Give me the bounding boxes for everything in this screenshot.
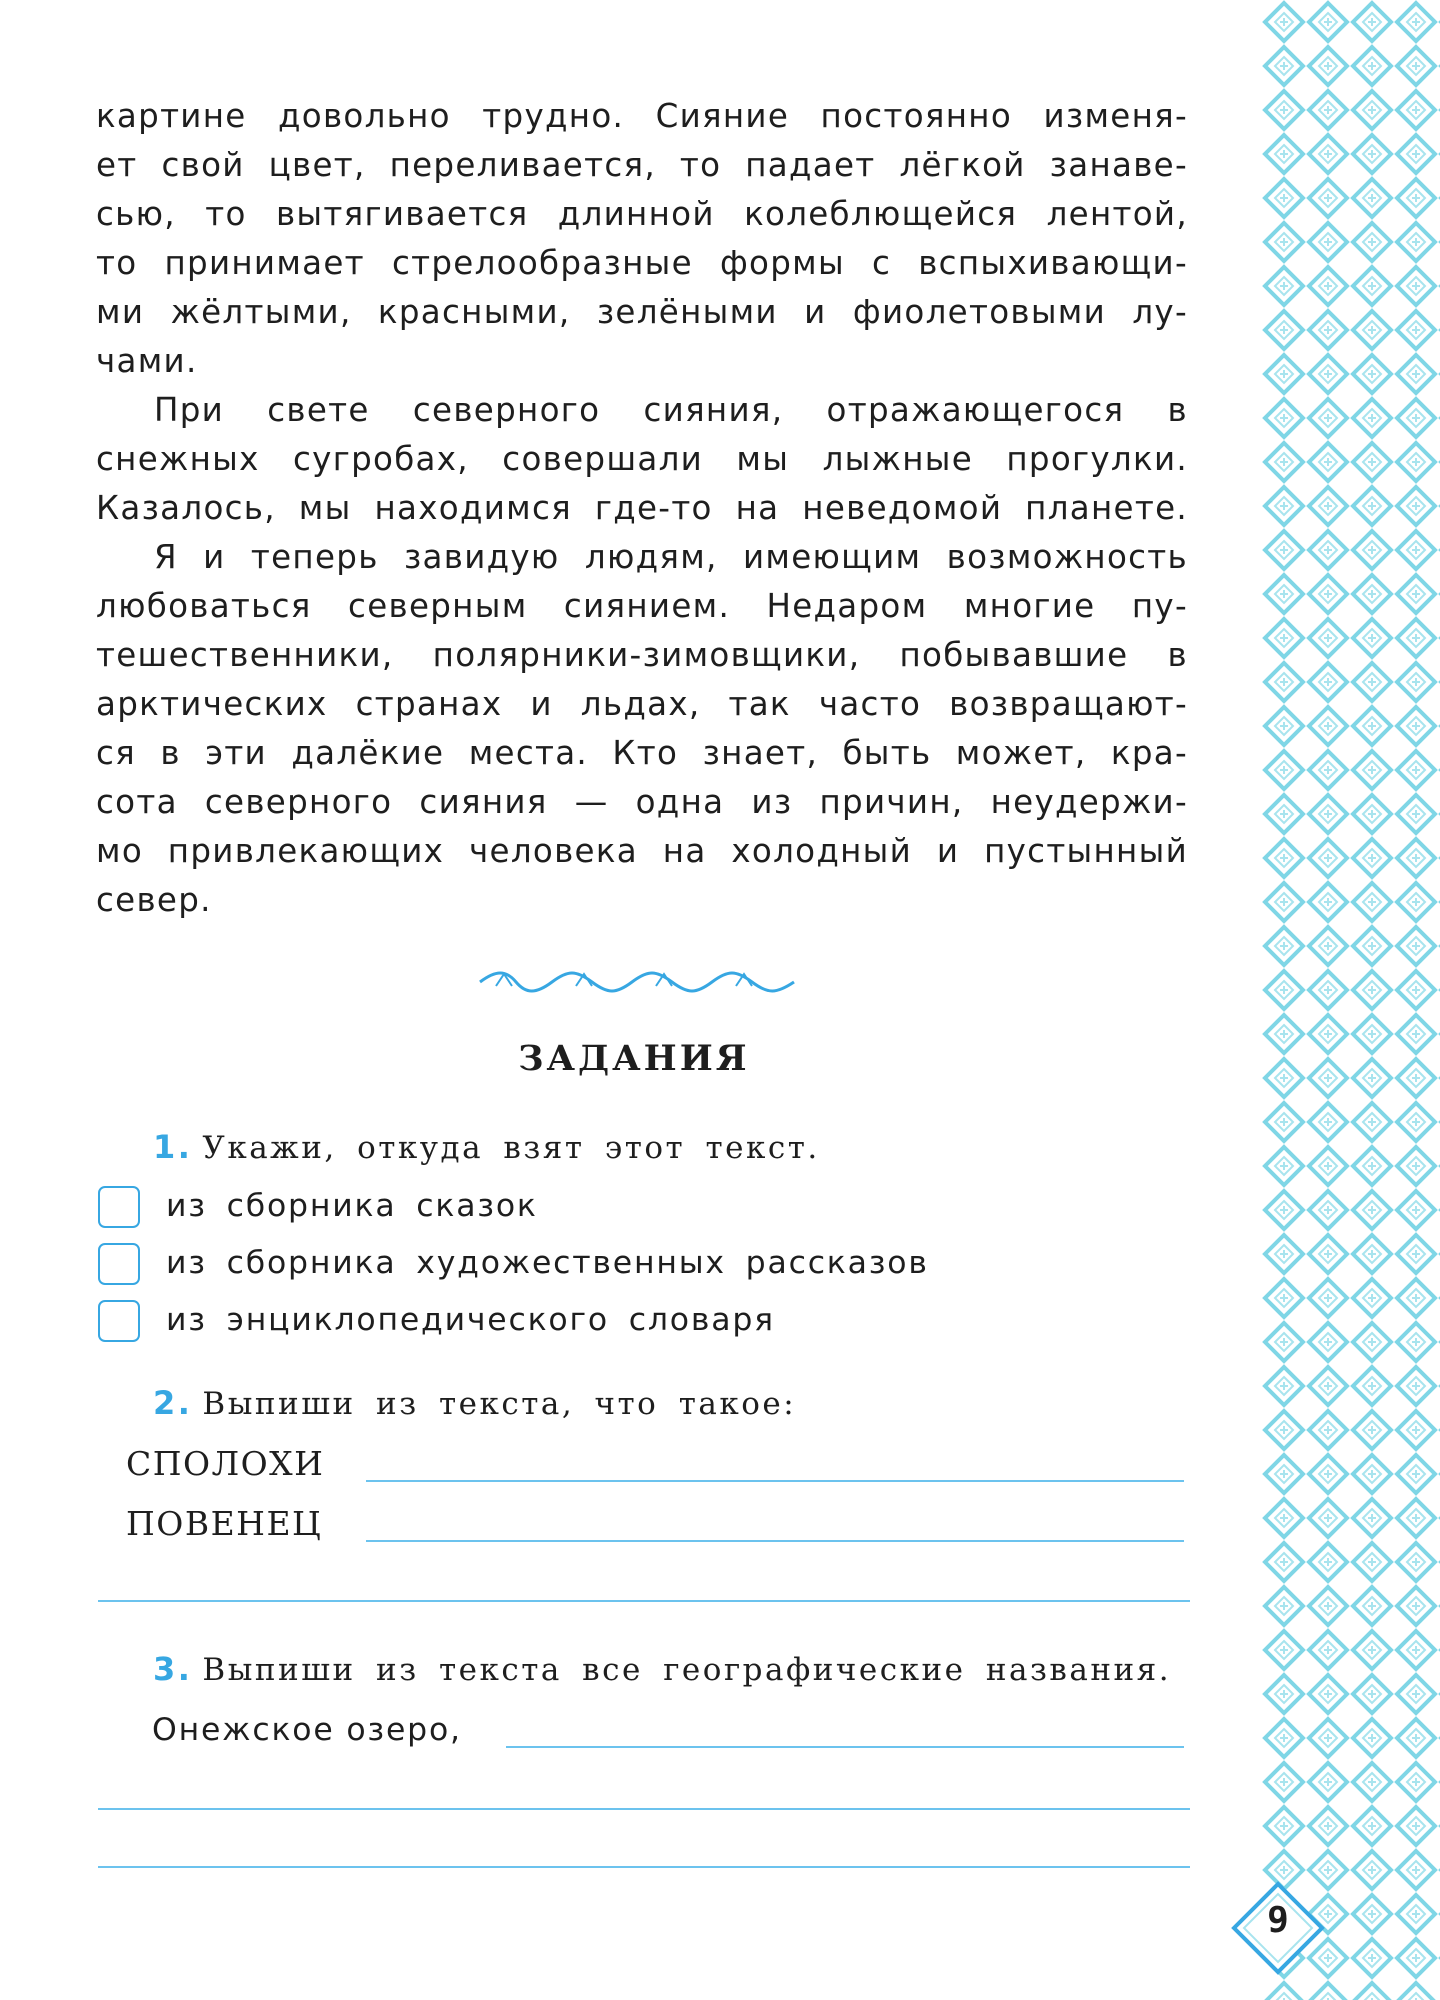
story-line: картине довольно трудно. Сияние постоянно изменя- [96,97,1188,135]
sample-answer: Онежское озеро, [152,1712,462,1748]
decorative-border [1262,0,1440,2000]
checkbox[interactable] [98,1186,140,1228]
page-number: 9 [1267,1900,1289,1941]
task-3-number: 3. [153,1650,193,1688]
story-line: ся в эти далёкие места. Кто знает, быть может, кра- [96,734,1188,772]
task-2-number: 2. [153,1384,193,1422]
term-povenets: ПОВЕНЕЦ [126,1504,323,1543]
ornament-divider [476,964,798,994]
story-line: то принимает стрелообразные формы с вспыхивающи- [96,244,1188,282]
answer-line[interactable] [98,1808,1190,1810]
story-line: чами. [96,342,198,380]
tasks-heading: ЗАДАНИЯ [518,1038,750,1079]
term-spolokhi: СПОЛОХИ [126,1444,325,1483]
story-line: север. [96,881,212,919]
story-line: ми жёлтыми, красными, зелёными и фиолетовыми лу- [96,293,1188,331]
story-line: Я и теперь завидую людям, имеющим возможность [154,538,1188,576]
task-1-text: Укажи, откуда взят этот текст. [202,1130,820,1166]
task-3-title [153,1650,1171,1688]
task-2-title [153,1384,796,1422]
option-label: из сборника художественных рассказов [166,1245,929,1281]
story-line: сью, то вытягивается длинной колеблющейся лентой, [96,195,1188,233]
answer-line[interactable] [506,1746,1184,1748]
story-line: мо привлекающих человека на холодный и пустынный [96,832,1188,870]
answer-line[interactable] [366,1540,1184,1542]
task-1-number: 1. [153,1128,193,1166]
story-line: снежных сугробах, совершали мы лыжные прогулки. [96,440,1188,478]
option-label: из сборника сказок [166,1188,538,1224]
task-2-text: Выпиши из текста, что такое: [202,1386,797,1422]
task-1-title [153,1128,820,1166]
story-line: арктических странах и льдах, так часто возвращают- [96,685,1188,723]
checkbox[interactable] [98,1243,140,1285]
story-line: ет свой цвет, переливается, то падает лёгкой занаве- [96,146,1188,184]
checkbox[interactable] [98,1300,140,1342]
story-text [96,92,1188,925]
story-line: сота северного сияния — одна из причин, неудержи- [96,783,1188,821]
answer-line[interactable] [98,1866,1190,1868]
story-line: При свете северного сияния, отражающегося в [154,391,1188,429]
story-line: любоваться северным сиянием. Недаром многие пу- [96,587,1188,625]
story-line: тешественники, полярники-зимовщики, побывавшие в [96,636,1188,674]
story-line: Казалось, мы находимся где-то на неведомой планете. [96,489,1188,527]
answer-line[interactable] [98,1600,1190,1602]
task-3-text: Выпиши из текста все географические названия. [202,1652,1172,1688]
answer-line[interactable] [366,1480,1184,1482]
option-label: из энциклопедического словаря [166,1302,775,1338]
